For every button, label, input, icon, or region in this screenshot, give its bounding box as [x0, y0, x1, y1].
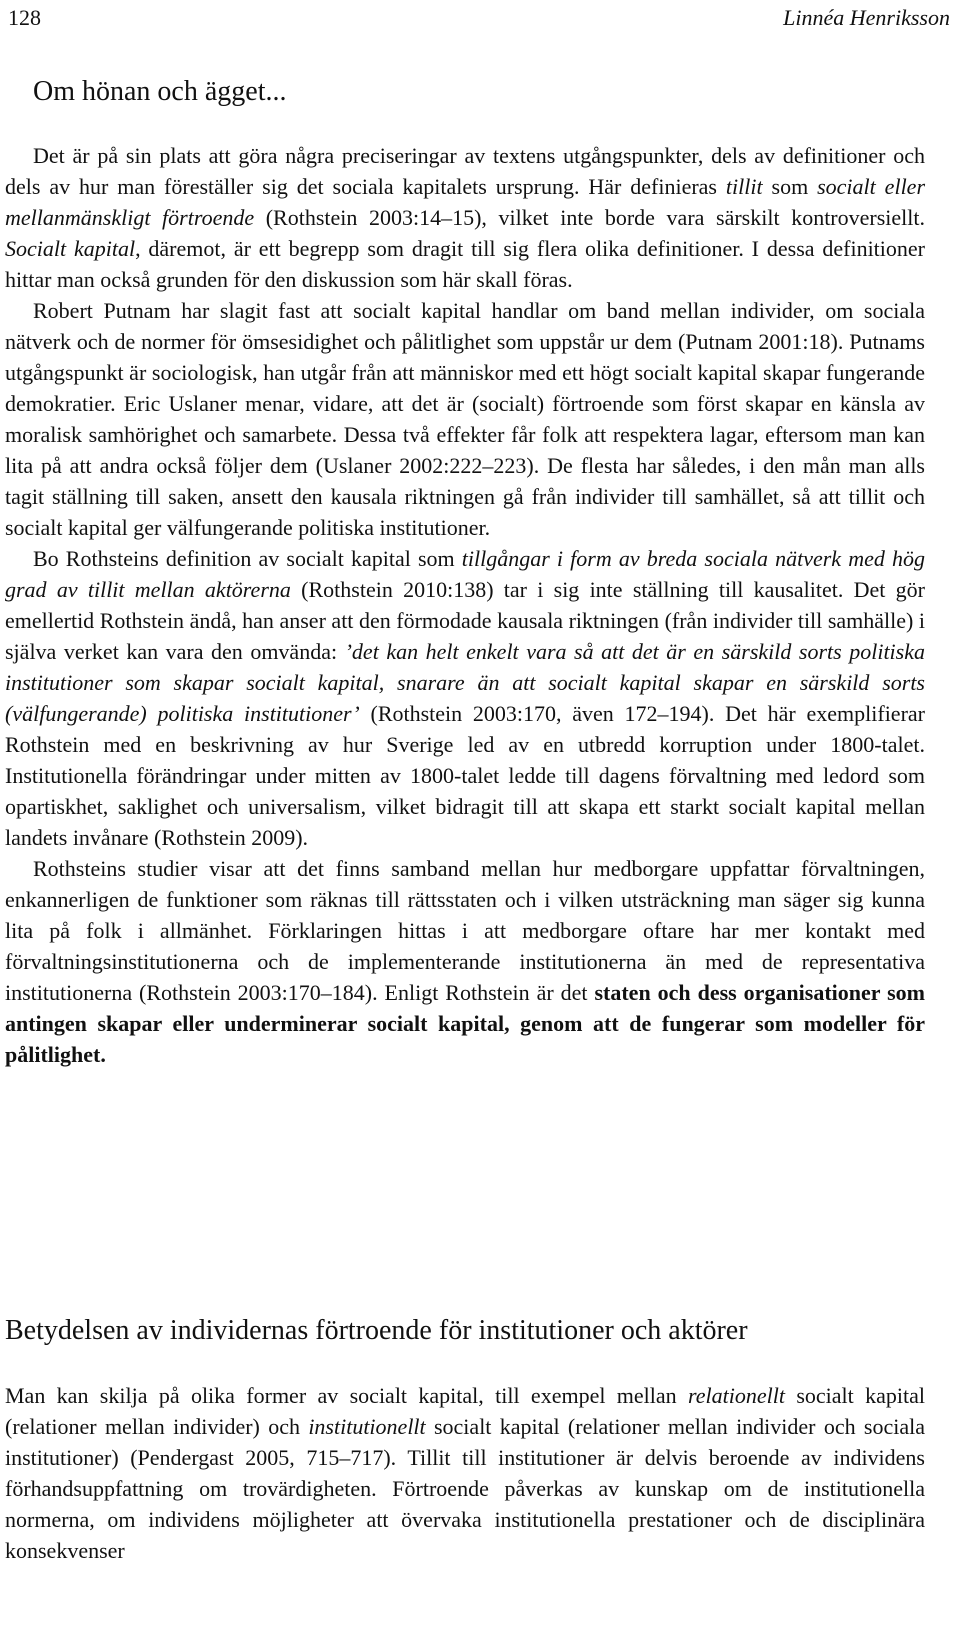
running-header-author: Linnéa Henriksson: [783, 5, 950, 30]
running-header: [8, 0, 950, 36]
section-body-1: [5, 140, 925, 1070]
paragraph-rothstein-studies: Rothsteins studier visar att det finns samband mellan hur medborgare uppfattar förvaltningen, enkannerligen de funktioner som räknas till rättsstaten och i vilken utsträckning man säger sig kunna lita på folk i allmänhet. Förklaringen hittas i att medborgare oftare har mer kontakt med förvaltningsinstitutionerna och de implementerande institutionerna än med de representativa institutionerna (Rothstein 2003:170–184). Enligt Rothstein är det staten och dess organisationer som antingen skapar eller underminerar socialt kapital, genom att de fungerar som modeller för pålitlighet.: [5, 856, 925, 1067]
paragraph-putnam: Robert Putnam har slagit fast att socialt kapital handlar om band mellan individer, om sociala nätverk och de normer för ömsesidighet och pålitlighet som uppstår ur dem (Putnam 2001:18). Putnams utgångspunkt är sociologisk, han utgår från att människor med ett högt socialt kapital skapar fungerande demokratier. Eric Uslaner menar, vidare, att det är (socialt) förtroende som först skapar en känsla av moralisk samhörighet och samarbete. Dessa två effekter får folk att respektera lagar, eftersom man kan lita på att andra också följer dem (Uslaner 2002:222–223). De flesta har således, i den mån man alls tagit ställning till saken, ansett den kausala riktningen gå från individer till samhället, så att tillit och socialt kapital ger välfungerande politiska institutioner.: [5, 298, 925, 540]
section-heading-om-honan: Om hönan och ägget...: [33, 76, 287, 107]
paragraph-rothstein-definition: Bo Rothsteins definition av socialt kapital som tillgångar i form av breda sociala nätverk med hög grad av tillit mellan aktörerna (Rothstein 2010:138) tar i sig inte ställning till kausalitet. Det gör emellertid Rothstein ändå, han anser att den förmodade kausala riktningen (från individer till samhälle) i själva verket kan vara den omvända: ’det kan helt enkelt vara så att det är en särskild sorts politiska institutioner som skapar socialt kapital, snarare än att socialt kapital skapar en särskild sorts (välfungerande) politiska institutioner’ (Rothstein 2003:170, även 172–194). Det här exemplifierar Rothstein med en beskrivning av hur Sverige led av en utbredd korruption under 1800-talet. Institutionella förändringar under mitten av 1800-talet ledde till dagens förvaltning med ledord som opartiskhet, saklighet och universalism, vilket bidragit till att skapa ett starkt socialt kapital mellan landets invånare (Rothstein 2009).: [5, 546, 926, 850]
section-body-2: [5, 1380, 925, 1566]
page-number: 128: [8, 5, 41, 30]
section-heading-betydelsen: Betydelsen av individernas förtroende för institutioner och aktörer: [5, 1315, 748, 1346]
paragraph-definitions: Det är på sin plats att göra några preciseringar av textens utgångspunkter, dels av definitioner och dels av hur man föreställer sig det sociala kapitalets ursprung. Här definieras tillit som socialt eller mellanmänskligt förtroende (Rothstein 2003:14–15), vilket inte borde vara särskilt kontroversiellt. Socialt kapital, däremot, är ett begrepp som dragit till sig flera olika definitioner. I dessa definitioner hittar man också grunden för den diskussion som här skall föras.: [5, 143, 926, 292]
paragraph-forms-of-capital: Man kan skilja på olika former av socialt kapital, till exempel mellan relationellt socialt kapital (relationer mellan individer) och institutionellt socialt kapital (relationer mellan individer och sociala institutioner) (Pendergast 2005, 715–717). Tillit till institutioner är delvis beroende av individens förhandsuppfattning om trovärdigheten. Förtroende påverkas av kunskap om de institutionella normerna, om individens möjligheter att övervaka institutionella prestationer och de disciplinära konsekvenser: [5, 1383, 925, 1563]
